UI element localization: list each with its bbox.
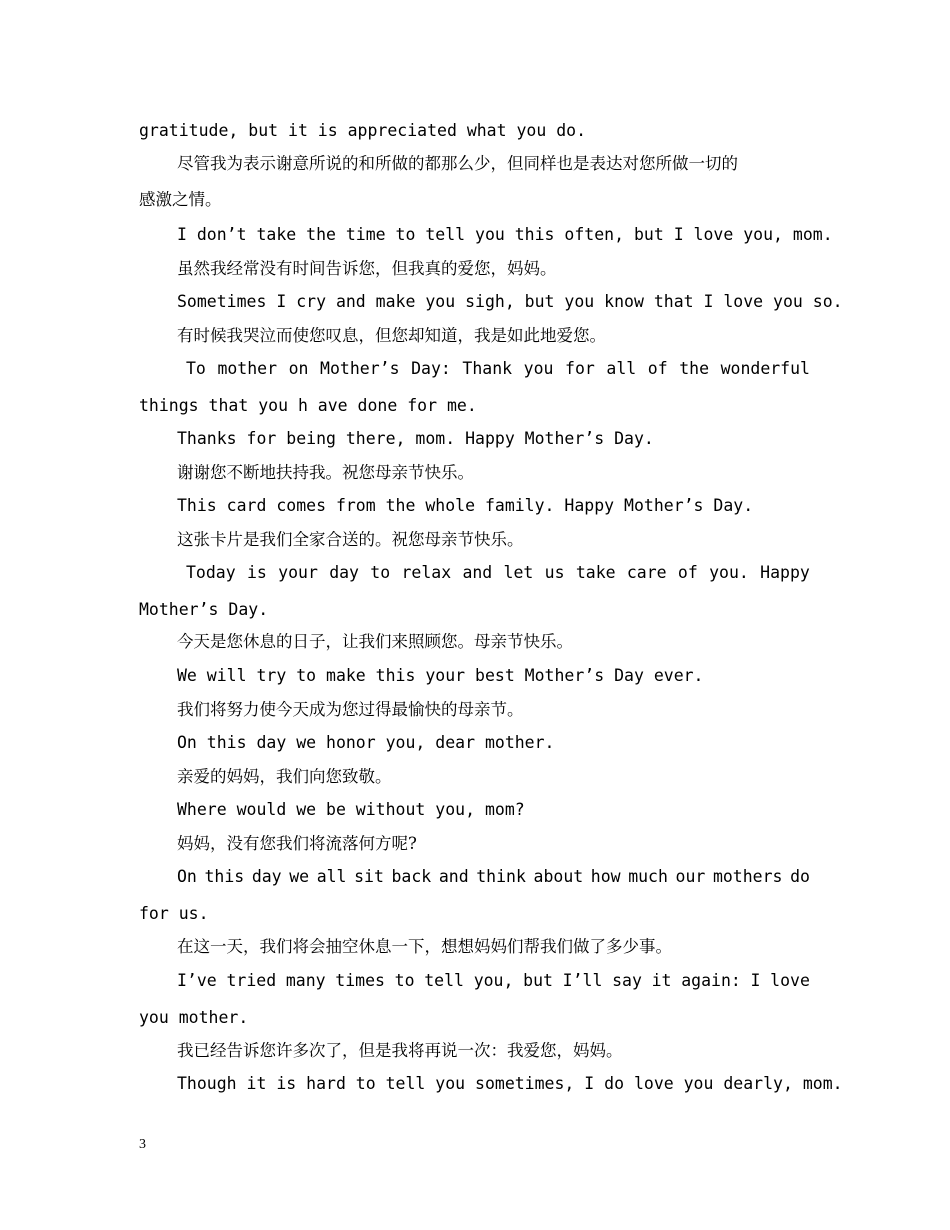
chinese-text-line: 谢谢您不断地扶持我。祝您母亲节快乐。 [177, 463, 474, 482]
chinese-text-line: 在这一天，我们将会抽空休息一下，想想妈妈们帮我们做了多少事。 [177, 937, 672, 956]
chinese-text-line: 有时候我哭泣而使您叹息，但您却知道，我是如此地爱您。 [177, 326, 606, 345]
chinese-text-line: 我们将努力使今天成为您过得最愉快的母亲节。 [177, 700, 524, 719]
chinese-text-line: 感激之情。 [139, 190, 222, 209]
english-text-line: I’ve tried many times to tell you, but I’ll say it again: I love [177, 971, 810, 990]
english-text-line: you mother. [139, 1008, 249, 1027]
english-text-line: Mother’s Day. [139, 600, 269, 619]
english-text-line: Today is your day to relax and let us take care of you. Happy [186, 563, 810, 582]
chinese-text-line: 这张卡片是我们全家合送的。祝您母亲节快乐。 [177, 530, 524, 549]
english-text-line: On this day we honor you, dear mother. [177, 733, 555, 752]
chinese-text-line: 今天是您休息的日子，让我们来照顾您。母亲节快乐。 [177, 632, 573, 651]
english-text-line: gratitude, but it is appreciated what you do. [139, 121, 587, 140]
english-text-line: Thanks for being there, mom. Happy Mother’s Day. [177, 429, 654, 448]
chinese-text-line: 妈妈，没有您我们将流落何方呢? [177, 834, 417, 853]
english-text-line: We will try to make this your best Mother’s Day ever. [177, 666, 704, 685]
english-text-line: This card comes from the whole family. Happy Mother’s Day. [177, 496, 754, 515]
english-text-line: Though it is hard to tell you sometimes, I do love you dearly, mom. [177, 1074, 843, 1093]
english-text-line: To mother on Mother’s Day: Thank you for all of the wonderful [186, 359, 810, 378]
chinese-text-line: 我已经告诉您许多次了，但是我将再说一次：我爱您，妈妈。 [177, 1041, 623, 1060]
english-text-line: Sometimes I cry and make you sigh, but you know that I love you so. [177, 292, 843, 311]
chinese-text-line: 尽管我为表示谢意所说的和所做的都那么少，但同样也是表达对您所做一切的 [177, 154, 738, 173]
english-text-line: On this day we all sit back and think about how much our mothers do [177, 867, 810, 886]
chinese-text-line: 亲爱的妈妈，我们向您致敬。 [177, 767, 392, 786]
english-text-line: for us. [139, 904, 209, 923]
english-text-line: I don’t take the time to tell you this often, but I love you, mom. [177, 225, 833, 244]
english-text-line: Where would we be without you, mom? [177, 800, 525, 819]
english-text-line: things that you h ave done for me. [139, 396, 477, 415]
page-number: 3 [139, 1137, 146, 1152]
chinese-text-line: 虽然我经常没有时间告诉您，但我真的爱您，妈妈。 [177, 259, 557, 278]
